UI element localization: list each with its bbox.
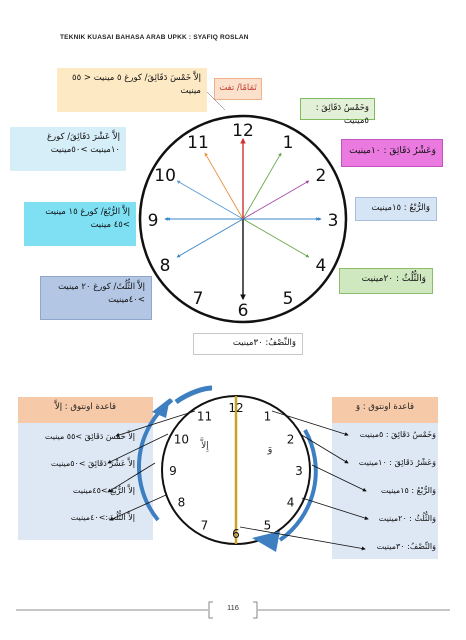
header-title: TEKNIK KUASAI BAHASA ARAB UPKK : SYAFIQ ROSLAN bbox=[60, 34, 249, 41]
right-item-5: وَالنِّصْفُ: ٣٠مينيت bbox=[376, 542, 436, 551]
clock1-number-8: 8 bbox=[159, 256, 171, 276]
clock1-number-4: 4 bbox=[315, 256, 327, 276]
box-tamaman: تَمَامًا/ تفت bbox=[214, 78, 262, 100]
clock2-number-6: 6 bbox=[232, 527, 240, 541]
clock2-number-7: 7 bbox=[200, 518, 209, 533]
clock2-number-8: 8 bbox=[177, 495, 186, 510]
clock2-number-12: 12 bbox=[228, 401, 244, 415]
left-item-3: إلاَّ الرُّبْعَ >٤٥مينيت bbox=[72, 486, 135, 495]
left-panel-heading: قاعدة اونتوق : إلاَّ bbox=[18, 397, 153, 423]
box-illa-khamsa: إلاَّ خَمْسَ دَقَائِقَ/ كورغ ٥ مينيت < ٥٥ مينيت bbox=[57, 68, 207, 112]
clock2-number-4: 4 bbox=[286, 495, 295, 510]
box-illa-thuluth: إلاَّ الثُّلُثَ/ كورغ ٢٠ مينيت >٤٠مينيت bbox=[40, 276, 152, 320]
clock1-number-6: 6 bbox=[237, 301, 249, 321]
left-item-1: إلاَّ خَمْسَ دَقَائِقَ >٥٥ مينيت bbox=[44, 432, 135, 441]
left-item-2: إلاَّ عَشْرَ دَقَائِقَ >٥٠مينيت bbox=[50, 459, 135, 468]
clock2-number-1: 1 bbox=[263, 409, 272, 424]
clock1-number-9: 9 bbox=[147, 211, 159, 231]
clock1-number-10: 10 bbox=[154, 166, 176, 186]
clock2-number-5: 5 bbox=[263, 518, 272, 533]
box-illa-rub: إلاَّ الرُّبْعَ/ كورغ ١٥ مينيت >٤٥ مينيت bbox=[24, 202, 136, 246]
clock2-number-2: 2 bbox=[286, 432, 295, 447]
right-item-1: وَخَمْسُ دَقَائِقَ : ٥مينيت bbox=[359, 430, 436, 439]
clock1-number-12: 12 bbox=[232, 121, 254, 141]
clock1-number-2: 2 bbox=[315, 166, 327, 186]
right-item-4: وَالثُّلُثُ : ٢٠مينيت bbox=[378, 514, 436, 523]
right-panel-heading: قاعدة اونتوق : وَ bbox=[332, 397, 438, 423]
left-item-4: إلاَّ الثُّلُثَ:>٤٠مينيت bbox=[70, 513, 135, 522]
clock2-number-3: 3 bbox=[295, 464, 303, 478]
box-illa-ashra: إلاَّ عَشْرَ دَقَائِقَ/ كورغ ١٠مينيت >٥٠مينيت bbox=[10, 127, 126, 171]
clock1-number-3: 3 bbox=[327, 211, 339, 231]
right-item-3: وَالرُّبْعُ : ١٥مينيت bbox=[380, 486, 436, 495]
box-wa-ashru: وَعَشْرُ دَقَائِقَ : ١٠مينيت bbox=[341, 139, 443, 167]
clock1-number-11: 11 bbox=[187, 133, 209, 154]
clock1-number-1: 1 bbox=[282, 133, 294, 154]
clock1-number-5: 5 bbox=[282, 288, 294, 309]
clock1-number-7: 7 bbox=[192, 288, 204, 309]
blue-arc-top bbox=[176, 388, 212, 402]
clock2-number-11: 11 bbox=[196, 409, 213, 424]
box-wa-thuluth: وَالثُّلُثُ : ٢٠مينيت bbox=[339, 268, 433, 294]
right-item-2: وَعَشْرُ دَقَائِقَ : ١٠مينيت bbox=[358, 458, 436, 467]
box-wa-nisf: وَالنِّصْفُ: ٣٠مينيت bbox=[193, 333, 303, 355]
box-wa-rub: وَالرُّبْعُ : ١٥مينيت bbox=[355, 197, 437, 221]
clock2-left-label: إِلاَّ bbox=[201, 441, 209, 451]
box-wa-khamsu: وَخَمْسُ دَقَائِقَ : ٥مينيت bbox=[300, 98, 375, 120]
clock2-right-label: وَ bbox=[267, 444, 273, 455]
clock2-number-10: 10 bbox=[173, 432, 190, 447]
page-number: 116 bbox=[227, 603, 239, 612]
connector-line bbox=[207, 92, 225, 110]
clock2-number-9: 9 bbox=[169, 464, 177, 478]
